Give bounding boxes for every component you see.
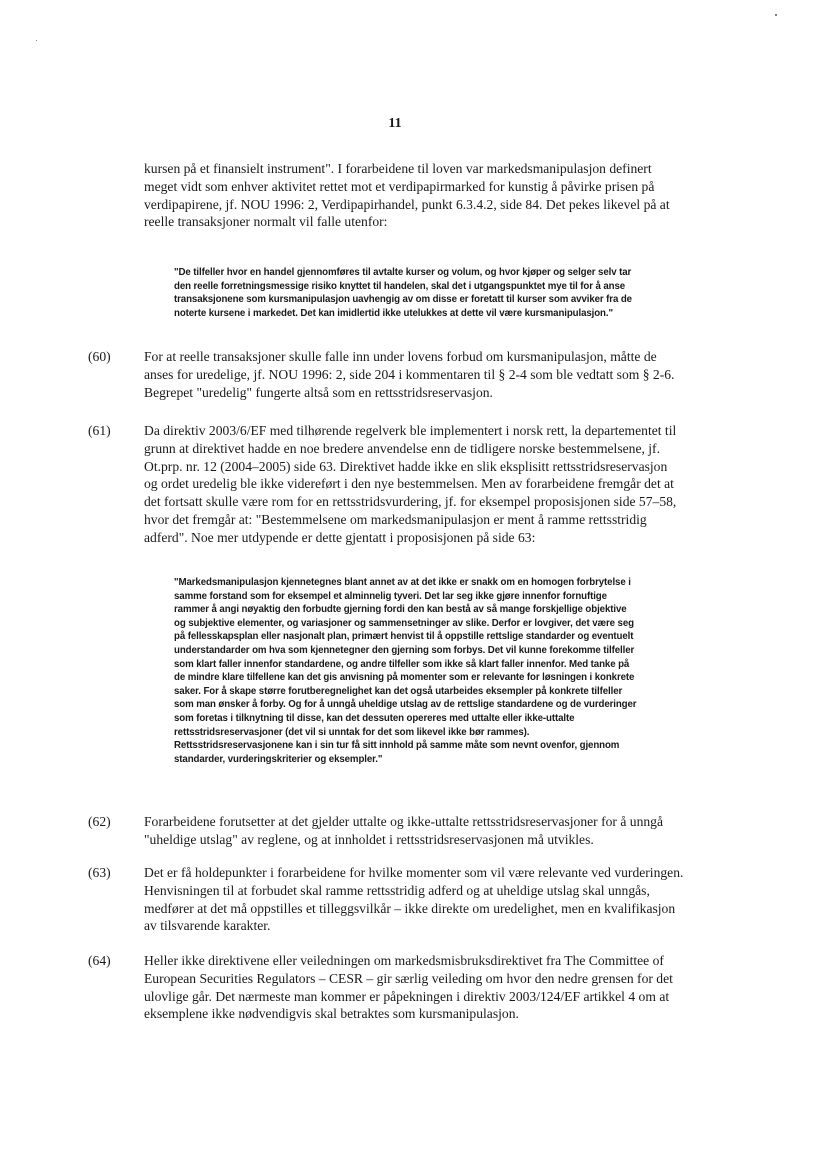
paragraph-text: Forarbeidene forutsetter at det gjelder uttalte og ikke-uttalte rettsstridsreservasjoner for å unngå "uheldige utslag" av reglene, og at innholdet i rettsstridsreservasjonen må utvikles. (144, 814, 664, 847)
paragraph-text: Da direktiv 2003/6/EF med tilhørende regelverk ble implementert i norsk rett, la departementet til grunn at direktivet hadde en noe bredere anvendelse enn de tidligere norske bestemmelsene, jf. Ot.prp. nr. 12 (2004–2005) side 63. Direktivet hadde ikke en slik eksplisitt rettsstridsreservasjon og ordet uredelig ble ikke videreført i den nye bestemmelsen. Men av forarbeidene fremgår det at det fortsatt skulle være rom for en rettsstridsvurdering, jf. for eksempel proposisjonen side 57–58, hvor det fremgår at: "Bestemmelsene om markedsmanipulasjon er ment å ramme rettsstridig adferd". Noe mer utdypende er dette gjentatt i proposisjonen på side 63: (144, 423, 677, 545)
page-number: 11 (388, 116, 402, 131)
paragraph-number: (60) (88, 349, 111, 364)
paragraph-number: (64) (88, 953, 111, 968)
paragraph-number: (61) (88, 423, 111, 438)
intro-paragraph: kursen på et finansielt instrument". I forarbeidene til loven var markedsmanipulasjon definert meget vidt som enhver aktivitet rettet mot et verdipapirmarked for kunstig å påvirke prisen på verdipapirene, jf. NOU 1996: 2, Verdipapirhandel, punkt 6.3.4.2, side 84. Det pekes likevel på at reelle transaksjoner normalt vil falle utenfor: (144, 161, 670, 230)
paragraph-number: (62) (88, 814, 111, 829)
paragraph-text: Det er få holdepunkter i forarbeidene for hvilke momenter som vil være relevante ved vurderingen. Henvisningen til at forbudet skal ramme rettsstridig adferd og at uheldige utslag skal unngås, medfører at det må oppstilles et tilleggsvilkår – ikke direkte om uredelighet, men en kvalifikasjon av tilsvarende karakter. (144, 865, 684, 934)
scan-speck (36, 40, 37, 41)
paragraph-text: Heller ikke direktivene eller veiledningen om markedsmisbruksdirektivet fra The Committee of European Securities Regulators – CESR – gir særlig veileding om hvor den nedre grensen for det ulovlige går. Det nærmeste man kommer er påpekningen i direktiv 2003/124/EF artikkel 4 om at eksemplene ikke nødvendigvis skal betraktes som kursmanipulasjon. (144, 953, 673, 1022)
scan-speck (775, 14, 777, 16)
paragraph-number: (63) (88, 865, 111, 880)
block-quote-proposisjon: "Markedsmanipulasjon kjennetegnes blant annet av at det ikke er snakk om en homogen forbrytelse i samme forstand som for eksempel et alminnelig tyveri. Det lar seg ikke gjøre innenfor fornuftige rammer å angi nøyaktig den forbudte gjerning fordi den kan bestå av så mange forskjellige objektive og subjektive elementer, og variasjoner og sammensetninger av slike. Derfor er lovgiver, det være seg på fellesskapsplan eller nasjonalt plan, primært henvist til å oppstille rettslige standarder og eventuelt understandarder om hva som kjennetegner den gjerning som forbys. Det vil kunne forekomme tilfeller som klart faller innenfor standardene, og andre tilfeller som ikke så klart faller innenfor. Med tanke på de mindre klare tilfellene kan det gis anvisning på momenter som er relevante for løsningen i konkrete saker. For å skape større forutberegnelighet kan det også utarbeides eksempler på konkrete tilfeller som man ønsker å forby. Og for å unngå uheldige utslag av de rettslige standardene og de vurderinger som foretas i tilknytning til disse, kan det dessuten opereres med uttalte eller ikke-uttalte rettsstridsreservasjoner (det vil si unntak for det som likevel ikke bør rammes). Rettsstridsreservasjonene kan i sin tur få sitt innhold på samme måte som nevnt ovenfor, gjennom standarder, vurderingskriterier og eksempler." (174, 577, 637, 765)
block-quote-nou: "De tilfeller hvor en handel gjennomføres til avtalte kurser og volum, og hvor kjøper og selger selv tar den reelle forretningsmessige risiko knyttet til handelen, skal det i utgangspunktet mye til for å anse transaksjonene som kursmanipulasjon uavhengig av om disse er foretatt til kurser som avviker fra de noterte kursene i markedet. Det kan imidlertid ikke utelukkes at dette vil være kursmanipulasjon." (174, 267, 632, 319)
paragraph-text: For at reelle transaksjoner skulle falle inn under lovens forbud om kursmanipulasjon, måtte de anses for uredelige, jf. NOU 1996: 2, side 204 i kommentaren til § 2-4 som ble vedtatt som § 2-6. Begrepet "uredelig" fungerte altså som en rettsstridsreservasjon. (144, 349, 675, 400)
